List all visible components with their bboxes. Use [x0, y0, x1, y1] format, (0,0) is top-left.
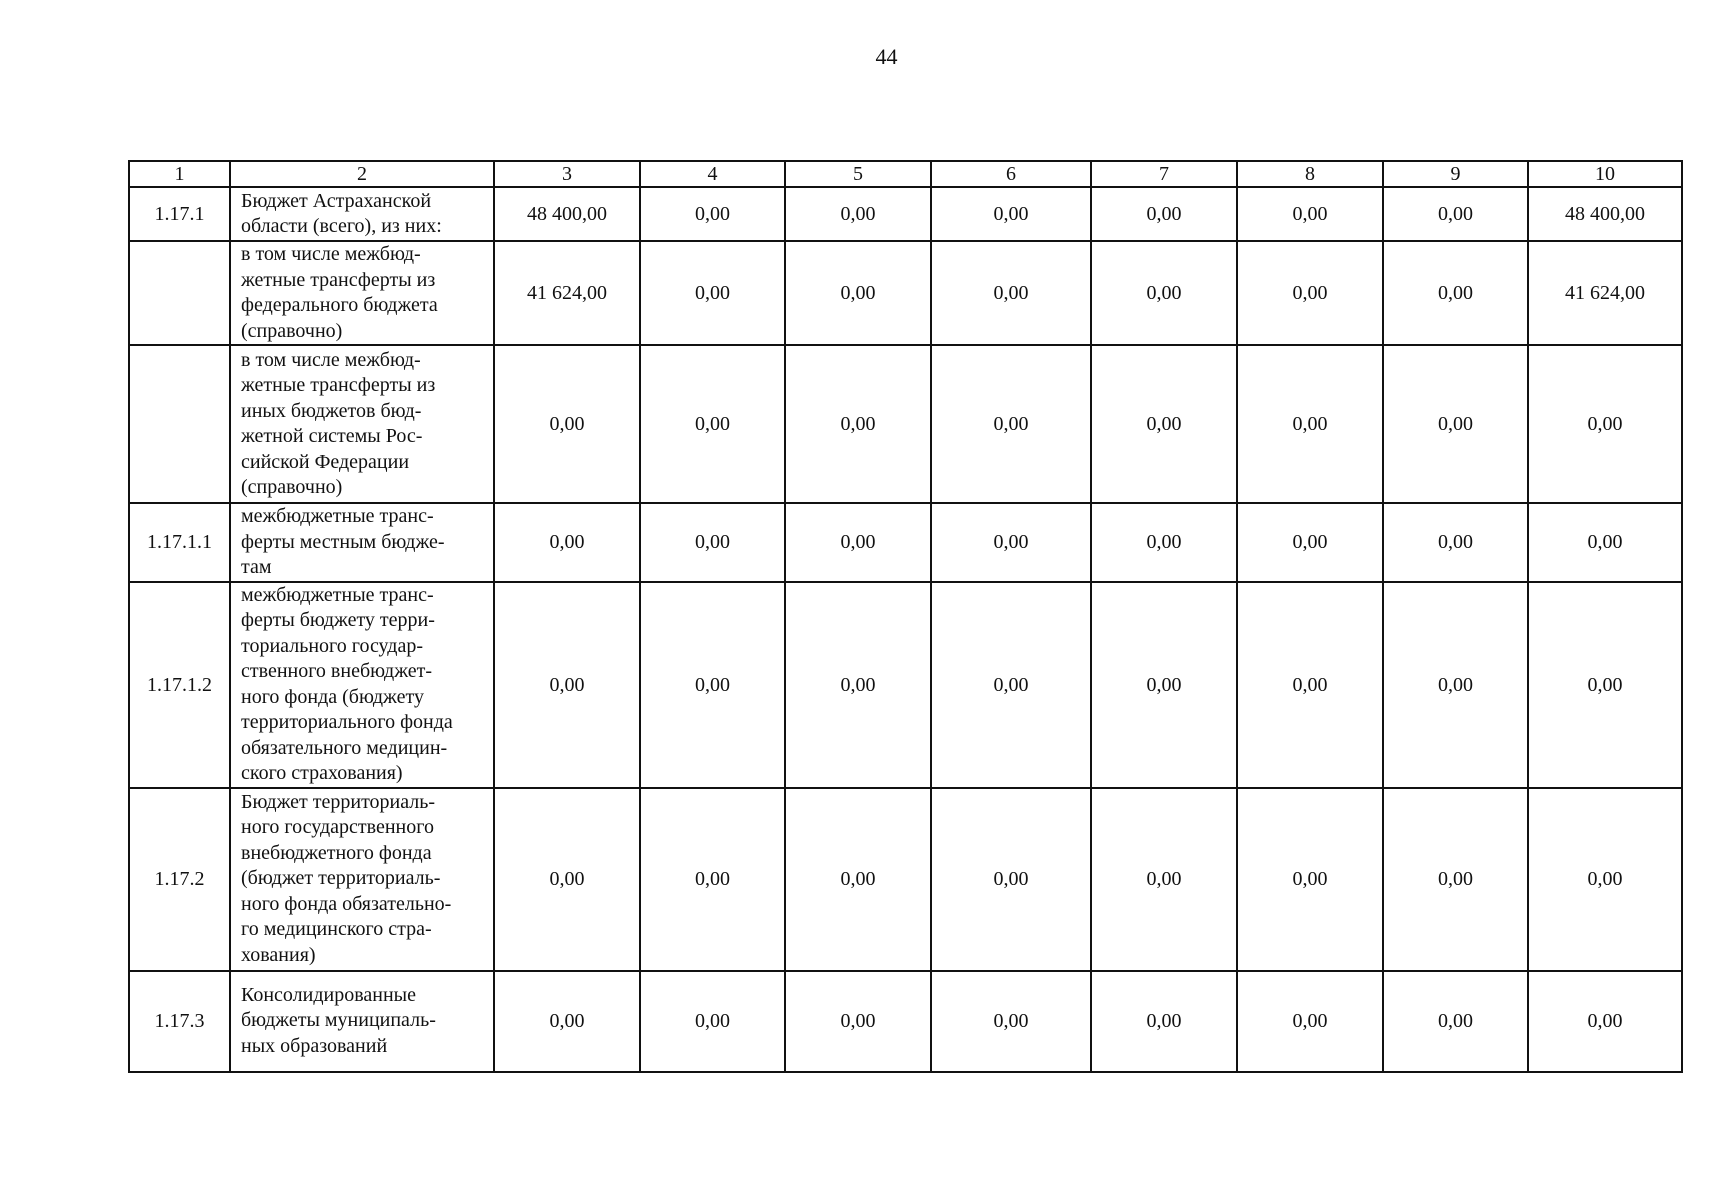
description-line: бюджеты муниципаль- — [241, 1009, 436, 1032]
value-cell: 48 400,00 — [494, 187, 640, 241]
value-cell: 0,00 — [1091, 345, 1237, 503]
value-cell: 0,00 — [931, 241, 1091, 345]
value-cell: 0,00 — [640, 187, 785, 241]
description-line: ториального государ- — [241, 634, 424, 657]
description-line: территориального фонда — [241, 711, 453, 733]
value-cell: 0,00 — [785, 582, 931, 788]
description-line: (бюджет территориаль- — [241, 867, 441, 890]
value-cell: 0,00 — [1091, 241, 1237, 345]
value-cell: 0,00 — [1383, 788, 1528, 971]
value-cell: 0,00 — [1237, 503, 1383, 582]
value-cell: 0,00 — [785, 241, 931, 345]
value-cell: 0,00 — [494, 503, 640, 582]
value-cell: 0,00 — [1528, 503, 1682, 582]
description-line: ного государственного — [241, 816, 434, 839]
description-line: области (всего), из них: — [241, 215, 442, 237]
description-line: иных бюджетов бюд- — [241, 399, 422, 422]
value-cell: 0,00 — [1237, 971, 1383, 1072]
row-code: 1.17.3 — [129, 971, 230, 1072]
description-line: ского страхования) — [241, 762, 403, 784]
description-line: ного фонда обязательно- — [241, 892, 452, 915]
value-cell: 0,00 — [1383, 241, 1528, 345]
description-line: межбюджетные транс- — [241, 583, 434, 606]
row-description — [230, 788, 494, 971]
description-line: (справочно) — [241, 319, 343, 342]
value-cell: 0,00 — [1383, 187, 1528, 241]
value-cell: 41 624,00 — [494, 241, 640, 345]
table-row — [129, 503, 1682, 582]
value-cell: 0,00 — [494, 971, 640, 1072]
value-cell: 0,00 — [931, 971, 1091, 1072]
value-cell: 0,00 — [931, 345, 1091, 503]
value-cell: 0,00 — [931, 503, 1091, 582]
value-cell: 0,00 — [1091, 788, 1237, 971]
row-description — [230, 187, 494, 241]
description-line: жетные трансферты из — [241, 268, 436, 291]
value-cell: 0,00 — [494, 345, 640, 503]
row-description — [230, 503, 494, 582]
description-line: сийской Федерации — [241, 450, 410, 473]
value-cell: 0,00 — [785, 187, 931, 241]
value-cell: 41 624,00 — [1528, 241, 1682, 345]
description-line: Бюджет территориаль- — [241, 790, 436, 813]
value-cell: 0,00 — [1237, 582, 1383, 788]
row-description — [230, 345, 494, 503]
column-number: 2 — [230, 161, 494, 187]
description-line: жетные трансферты из — [241, 374, 436, 396]
value-cell: 0,00 — [785, 971, 931, 1072]
description-line: го медицинского стра- — [241, 918, 432, 941]
page-number: 44 — [875, 44, 898, 69]
column-number: 5 — [785, 161, 931, 187]
description-line: Бюджет Астраханской — [241, 189, 432, 212]
value-cell: 0,00 — [1528, 582, 1682, 788]
value-cell: 0,00 — [931, 788, 1091, 971]
budget-table — [128, 160, 1683, 1073]
description-line: там — [241, 556, 272, 578]
table-row — [129, 241, 1682, 345]
row-description — [230, 971, 494, 1072]
value-cell: 0,00 — [1383, 971, 1528, 1072]
value-cell: 0,00 — [1091, 582, 1237, 788]
value-cell: 48 400,00 — [1528, 187, 1682, 241]
column-number-row — [129, 161, 1682, 187]
description-line: ного фонда (бюджету — [241, 685, 424, 708]
description-line: ственного внебюджет- — [241, 660, 433, 682]
table-row — [129, 187, 1682, 241]
description-line: ферты местным бюдже- — [241, 530, 445, 553]
description-line: в том числе межбюд- — [241, 243, 421, 265]
description-line: внебюджетного фонда — [241, 841, 432, 864]
value-cell: 0,00 — [1237, 187, 1383, 241]
column-number: 10 — [1528, 161, 1682, 187]
row-description — [230, 582, 494, 788]
value-cell: 0,00 — [785, 503, 931, 582]
description-line: межбюджетные транс- — [241, 505, 434, 527]
value-cell: 0,00 — [1528, 345, 1682, 503]
column-number: 7 — [1091, 161, 1237, 187]
description-line: ных образований — [241, 1034, 388, 1057]
table-row — [129, 971, 1682, 1072]
column-number: 8 — [1237, 161, 1383, 187]
value-cell: 0,00 — [931, 187, 1091, 241]
value-cell: 0,00 — [494, 788, 640, 971]
value-cell: 0,00 — [640, 241, 785, 345]
value-cell: 0,00 — [1383, 345, 1528, 503]
column-number: 6 — [931, 161, 1091, 187]
value-cell: 0,00 — [1091, 503, 1237, 582]
description-line: жетной системы Рос- — [241, 425, 423, 447]
table-row — [129, 582, 1682, 788]
description-line: федерального бюджета — [241, 294, 438, 316]
value-cell: 0,00 — [1237, 788, 1383, 971]
description-line: хования) — [241, 943, 316, 966]
column-number: 1 — [129, 161, 230, 187]
description-line: обязательного медицин- — [241, 736, 448, 759]
value-cell: 0,00 — [1383, 503, 1528, 582]
value-cell: 0,00 — [1091, 187, 1237, 241]
row-description — [230, 241, 494, 345]
description-line: ферты бюджету терри- — [241, 609, 435, 631]
row-code: 1.17.1.1 — [129, 503, 230, 582]
row-code: 1.17.2 — [129, 788, 230, 971]
value-cell: 0,00 — [1528, 788, 1682, 971]
value-cell: 0,00 — [1237, 241, 1383, 345]
value-cell: 0,00 — [1091, 971, 1237, 1072]
value-cell: 0,00 — [494, 582, 640, 788]
description-line: в том числе межбюд- — [241, 348, 421, 371]
row-code — [129, 345, 230, 503]
description-line: (справочно) — [241, 476, 343, 498]
value-cell: 0,00 — [1237, 345, 1383, 503]
value-cell: 0,00 — [785, 788, 931, 971]
row-code: 1.17.1 — [129, 187, 230, 241]
value-cell: 0,00 — [931, 582, 1091, 788]
value-cell: 0,00 — [785, 345, 931, 503]
row-code: 1.17.1.2 — [129, 582, 230, 788]
value-cell: 0,00 — [640, 582, 785, 788]
value-cell: 0,00 — [1383, 582, 1528, 788]
description-line: Консолидированные — [241, 983, 416, 1006]
row-code — [129, 241, 230, 345]
value-cell: 0,00 — [640, 971, 785, 1072]
column-number: 9 — [1383, 161, 1528, 187]
value-cell: 0,00 — [640, 503, 785, 582]
table-row — [129, 345, 1682, 503]
column-number: 4 — [640, 161, 785, 187]
column-number: 3 — [494, 161, 640, 187]
value-cell: 0,00 — [640, 788, 785, 971]
value-cell: 0,00 — [640, 345, 785, 503]
value-cell: 0,00 — [1528, 971, 1682, 1072]
table-row — [129, 788, 1682, 971]
